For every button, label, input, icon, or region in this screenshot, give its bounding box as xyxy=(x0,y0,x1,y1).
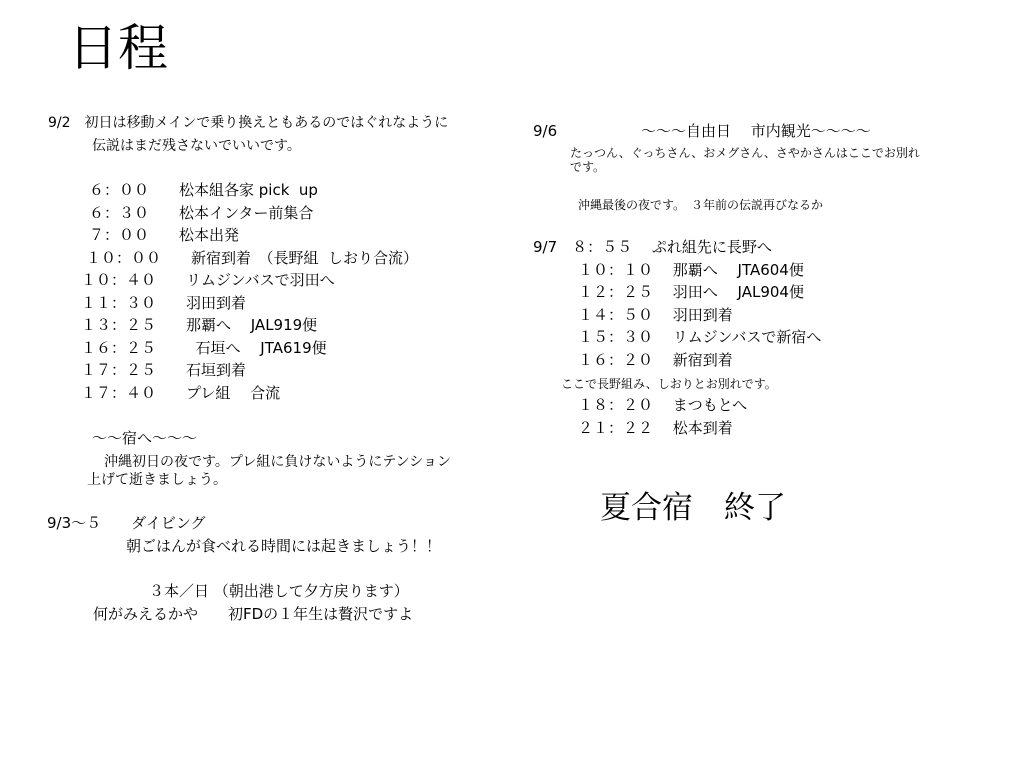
day1-heading: 9/2 初日は移動メインで乗り換えともあるのではぐれなように xyxy=(48,115,449,131)
night1-text: 沖縄初日の夜です。プレ組に負けないようにテンション xyxy=(104,454,451,470)
dive-heading: 9/3～５ ダイビング xyxy=(47,514,206,532)
schedule-item: ２１：２２ 松本到着 xyxy=(578,419,733,437)
schedule-item: １０：４０ リムジンバスで羽田へ xyxy=(81,271,335,289)
dive-text: 何がみえるかや 初FDの１年生は贅沢ですよ xyxy=(93,605,414,623)
schedule-item: １７：２５ 石垣到着 xyxy=(81,361,247,379)
inn-heading: ～～宿へ～～～ xyxy=(92,429,198,447)
page-title: 日程 xyxy=(68,19,168,77)
dive-text: ３本／日 （朝出港して夕方戻ります） xyxy=(149,582,409,600)
schedule-item: １０：００ 新宿到着 （長野組 しおり合流） xyxy=(86,249,419,267)
end-heading: 夏合宿 終了 xyxy=(600,490,786,526)
schedule-item: １６：２０ 新宿到着 xyxy=(578,351,733,369)
free-day-note: です。 xyxy=(570,160,606,174)
free-day-title: ～～～自由日 市内観光～～～～ xyxy=(641,122,871,140)
schedule-item: １３：２５ 那覇へ JAL919便 xyxy=(81,316,318,334)
last-day-heading: 9/7 ８：５５ ぷれ組先に長野へ xyxy=(533,238,772,256)
schedule-item: １０：１０ 那覇へ JTA604便 xyxy=(578,261,804,279)
schedule-item: ６：００ 松本組各家 pick up xyxy=(89,181,318,199)
schedule-item: ７：００ 松本出発 xyxy=(89,226,240,244)
last-night-text: 沖縄最後の夜です。 ３年前の伝説再びなるか xyxy=(578,198,824,212)
night1-text: 上げて逝きましょう。 xyxy=(87,472,227,488)
schedule-item: ６：３０ 松本インター前集合 xyxy=(89,204,314,222)
schedule-item: １７：４０ プレ組 合流 xyxy=(81,384,281,402)
free-day-date: 9/6 xyxy=(533,122,558,140)
farewell-note: ここで長野組み、しおりとお別れです。 xyxy=(561,377,777,391)
day1-subtext: 伝説はまだ残さないでいいです。 xyxy=(92,138,301,154)
dive-text: 朝ごはんが食べれる時間には起きましょう！！ xyxy=(126,537,442,555)
schedule-item: １６：２５ 石垣へ JTA619便 xyxy=(81,339,327,357)
schedule-item: １５：３０ リムジンバスで新宿へ xyxy=(578,328,822,346)
schedule-item: １２：２５ 羽田へ JAL904便 xyxy=(578,283,804,301)
schedule-item: １１：３０ 羽田到着 xyxy=(81,294,247,312)
free-day-note: たっつん、ぐっちさん、おメグさん、さやかさんはここでお別れ xyxy=(570,146,920,160)
schedule-item: １８：２０ まつもとへ xyxy=(578,396,748,414)
schedule-item: １４：５０ 羽田到着 xyxy=(578,306,733,324)
